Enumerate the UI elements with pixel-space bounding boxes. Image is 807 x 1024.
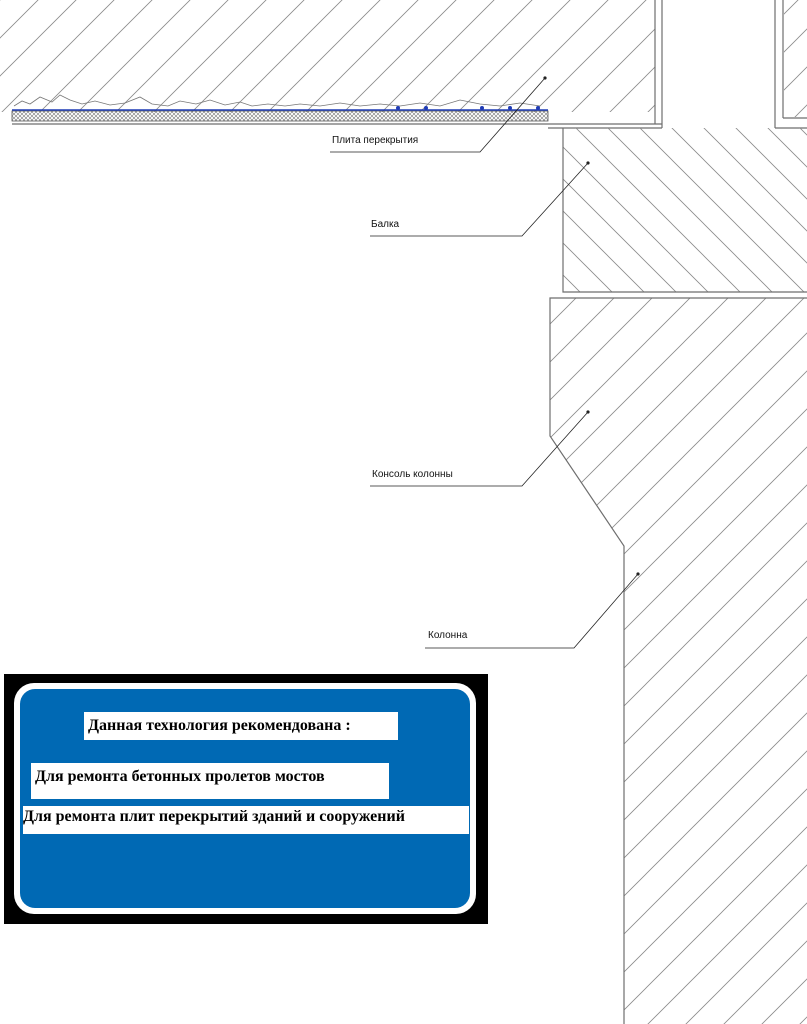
leader-beam	[370, 163, 588, 236]
slab	[0, 0, 662, 128]
upper-column-right	[775, 0, 807, 128]
label-column: Колонна	[428, 630, 468, 641]
label-column-console: Консоль колонны	[372, 469, 453, 480]
label-slab: Плита перекрытия	[332, 135, 419, 146]
info-title: Данная технология рекомендована :	[84, 712, 398, 740]
column-with-console	[550, 298, 807, 1024]
info-item-bridges: Для ремонта бетонных пролетов мостов	[31, 763, 389, 799]
info-item-slabs: Для ремонта плит перекрытий зданий и сооружений	[23, 806, 469, 834]
label-beam: Балка	[371, 219, 400, 230]
beam	[563, 128, 807, 292]
